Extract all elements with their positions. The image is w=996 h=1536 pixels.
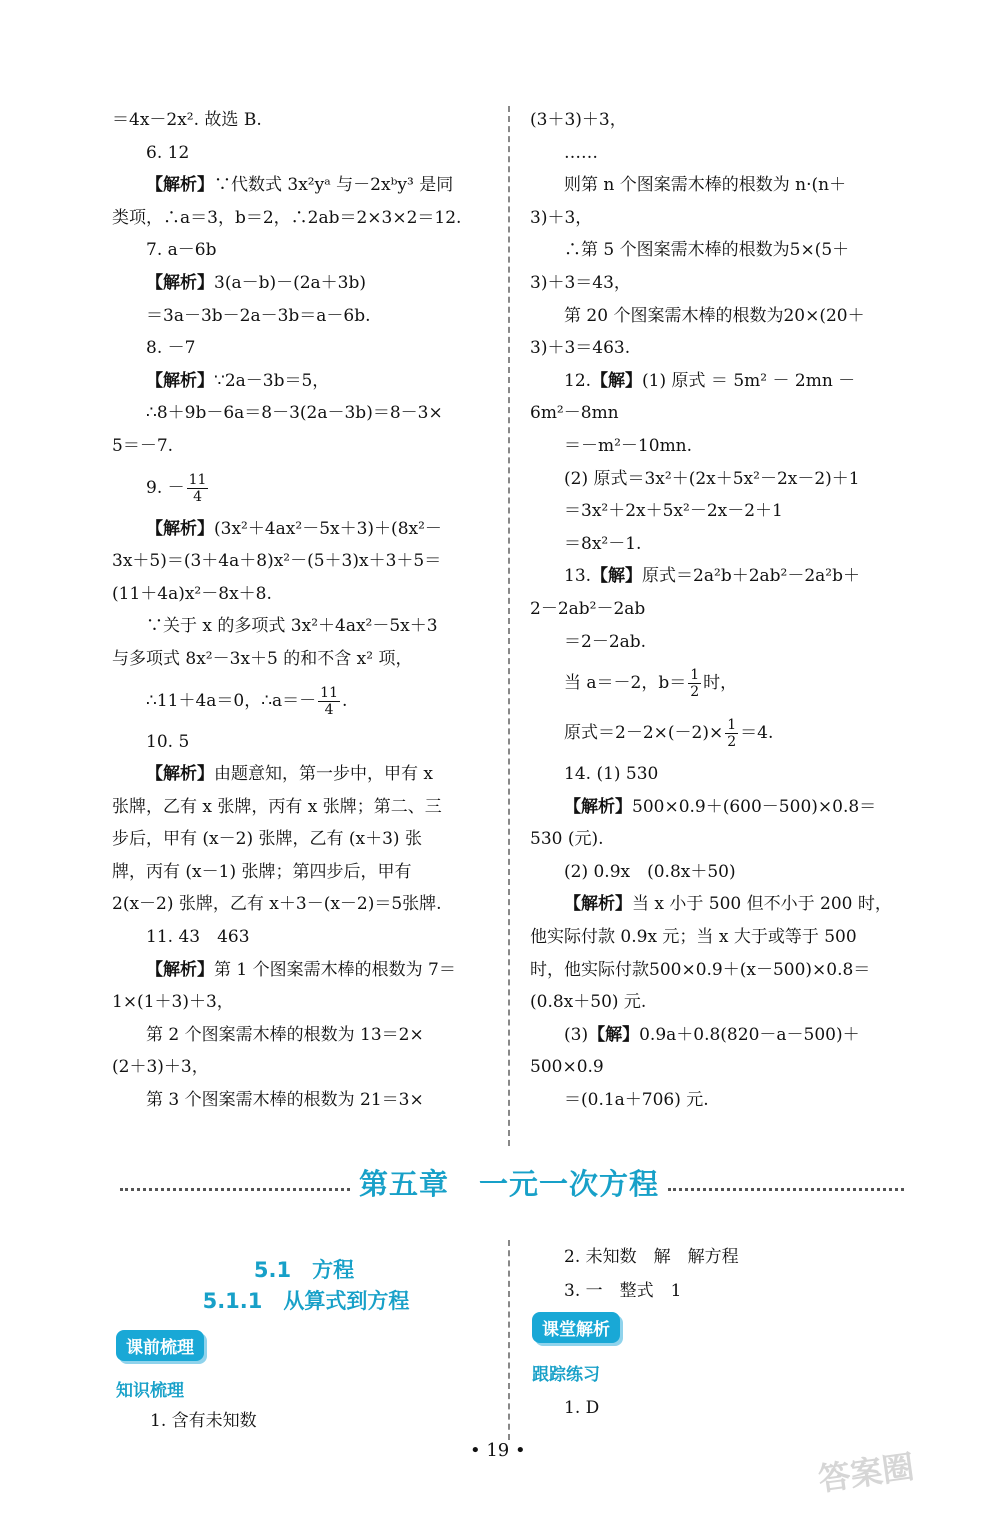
fraction: $\frac{1}{2}$ xyxy=(690,667,700,701)
analysis-line: 【解析】500×0.9＋(600－500)×0.8＝ xyxy=(564,796,877,817)
answer-line: 9. － $\frac{11}{4}$ xyxy=(146,471,207,505)
answer-line: 2. 未知数 解 解方程 xyxy=(564,1247,739,1267)
fraction: $\frac{11}{4}$ xyxy=(320,684,338,718)
section-badge-pre-class: 课前梳理 xyxy=(116,1330,204,1361)
subsection-title: 5.1.1 从算式到方程 xyxy=(202,1289,410,1313)
answer-line: 530 (元). xyxy=(530,829,604,850)
answer-line: 7. a－6b xyxy=(146,240,217,261)
chapter-header xyxy=(112,1162,906,1210)
answer-line: 10. 5 xyxy=(146,731,190,752)
answer-line: 3)＋3＝43， xyxy=(530,272,631,293)
answer-line: ＝4x－2x². 故选 B. xyxy=(112,110,262,130)
analysis-tag: 【解析】 xyxy=(146,272,214,293)
answer-line: 1. D xyxy=(564,1398,600,1418)
page-number: • 19 • xyxy=(470,1440,526,1461)
solution-tag: 【解】 xyxy=(591,566,643,587)
answer-line: 6. 12 xyxy=(146,142,190,163)
analysis-line: 【解析】第 1 个图案需木棒的根数为 7＝ xyxy=(146,959,456,980)
answer-line: 当 a＝－2，b＝ $\frac{1}{2}$ 时， xyxy=(564,667,738,701)
solution-line: 13.【解】原式＝2a²b＋2ab²－2a²b＋ xyxy=(564,566,860,587)
answer-line: (2) 0.9x (0.8x＋50) xyxy=(564,861,736,882)
analysis-line: 【解析】当 x 小于 500 但不小于 200 时， xyxy=(564,894,892,915)
answer-line: 步后，甲有 (x－2) 张牌，乙有 (x＋3) 张 xyxy=(112,829,422,850)
answer-line: 11. 43 463 xyxy=(146,927,250,948)
answer-line: ∴11＋4a＝0，∴a＝－ $\frac{11}{4}$ . xyxy=(146,684,348,718)
subheading-practice: 跟踪练习 xyxy=(532,1365,600,1385)
solution-line: 12.【解】(1) 原式 ＝ 5m² － 2mn － xyxy=(564,370,856,391)
answer-line: 他实际付款 0.9x 元；当 x 大于或等于 500 xyxy=(530,927,857,948)
column-divider xyxy=(508,106,510,1146)
section-title: 5.1 方程 xyxy=(253,1258,355,1282)
analysis-tag: 【解析】 xyxy=(146,370,214,391)
answer-line: ∴8＋9b－6a＝8－3(2a－3b)＝8－3× xyxy=(146,403,443,424)
answer-line: (0.8x＋50) 元. xyxy=(530,992,647,1013)
analysis-tag: 【解析】 xyxy=(564,796,632,817)
chapter-title: 第五章 一元一次方程 xyxy=(358,1167,659,1201)
analysis-line: 【解析】(3x²＋4ax²－5x＋3)＋(8x²－ xyxy=(146,518,442,539)
column-divider xyxy=(508,1240,510,1440)
analysis-tag: 【解析】 xyxy=(564,894,632,915)
answer-line: 3)＋3＝463. xyxy=(530,338,631,359)
answer-column-right xyxy=(530,104,906,1117)
answer-line: 第 20 个图案需木棒的根数为20×(20＋ xyxy=(564,305,865,326)
analysis-tag: 【解析】 xyxy=(146,518,214,539)
answer-line: 牌，丙有 (x－1) 张牌；第四步后，甲有 xyxy=(112,861,412,882)
answer-line: 2－2ab²－2ab xyxy=(530,598,646,619)
solution-tag: 【解】 xyxy=(588,1024,640,1045)
answer-line: 张牌，乙有 x 张牌，丙有 x 张牌；第二、三 xyxy=(112,796,442,817)
analysis-tag: 【解析】 xyxy=(146,175,214,196)
subheading-knowledge: 知识梳理 xyxy=(116,1381,184,1401)
answer-line: 与多项式 8x²－3x＋5 的和不含 x² 项， xyxy=(112,648,413,669)
answer-line: …… xyxy=(564,142,598,163)
analysis-line: 【解析】由题意知，第一步中，甲有 x xyxy=(146,764,433,785)
answer-line: 500×0.9 xyxy=(530,1057,604,1078)
answer-line: 类项，∴a＝3，b＝2，∴2ab＝2×3×2＝12. xyxy=(112,207,462,228)
answer-line: (11＋4a)x²－8x＋8. xyxy=(112,583,272,604)
dotted-rule-left xyxy=(120,1188,350,1191)
answer-line: ＝3a－3b－2a－3b＝a－6b. xyxy=(146,305,371,326)
answer-line: ∵关于 x 的多项式 3x²＋4ax²－5x＋3 xyxy=(146,616,438,637)
answer-line: 时，他实际付款500×0.9＋(x－500)×0.8＝ xyxy=(530,959,871,980)
analysis-tag: 【解析】 xyxy=(146,764,214,785)
answer-line: ＝2－2ab. xyxy=(564,631,647,652)
answer-line: 第 3 个图案需木棒的根数为 21＝3× xyxy=(146,1090,424,1111)
answer-line: ＝3x²＋2x＋5x²－2x－2＋1 xyxy=(564,501,783,522)
answer-line: 2(x－2) 张牌，乙有 x＋3－(x－2)＝5张牌. xyxy=(112,894,442,915)
answer-line: 8. －7 xyxy=(146,338,196,359)
answer-line: 3)＋3， xyxy=(530,207,593,228)
analysis-line: 【解析】3(a－b)－(2a＋3b) xyxy=(146,272,367,293)
answer-line: 则第 n 个图案需木棒的根数为 n·(n＋ xyxy=(564,175,847,196)
analysis-line: 【解析】∵代数式 3x²yᵃ 与－2xᵇy³ 是同 xyxy=(146,175,454,196)
answer-line: 3. 一 整式 1 xyxy=(564,1281,682,1301)
answer-line: (2) 原式＝3x²＋(2x＋5x²－2x－2)＋1 xyxy=(564,468,860,489)
fraction: $\frac{11}{4}$ xyxy=(188,471,207,505)
answer-line: 原式＝2－2×(－2)× $\frac{1}{2}$ ＝4. xyxy=(564,717,774,751)
answer-line: 14. (1) 530 xyxy=(564,764,659,785)
solution-tag: 【解】 xyxy=(591,370,643,391)
answer-line: 1×(1＋3)＋3， xyxy=(112,992,234,1013)
answer-column-left xyxy=(112,104,494,1117)
answer-line: ＝8x²－1. xyxy=(564,533,642,554)
answer-line: (3＋3)＋3， xyxy=(530,110,627,130)
answer-line: 1. 含有未知数 xyxy=(150,1411,257,1431)
answer-line: 第 2 个图案需木棒的根数为 13＝2× xyxy=(146,1024,424,1045)
answer-line: 6m²－8mn xyxy=(530,403,619,424)
fraction: $\frac{1}{2}$ xyxy=(727,717,737,751)
analysis-line: 【解析】∵2a－3b＝5， xyxy=(146,370,330,391)
answer-line: 3x＋5)＝(3＋4a＋8)x²－(5＋3)x＋3＋5＝ xyxy=(112,551,442,572)
answer-line: ＝－m²－10mn. xyxy=(564,435,693,456)
section-badge-in-class: 课堂解析 xyxy=(532,1312,620,1343)
analysis-tag: 【解析】 xyxy=(146,959,214,980)
watermark-logo: 答案圈 xyxy=(816,1447,917,1499)
dotted-rule-right xyxy=(668,1188,904,1191)
answer-line: (2＋3)＋3， xyxy=(112,1057,209,1078)
answer-line: ＝(0.1a＋706) 元. xyxy=(564,1090,709,1111)
solution-line: (3)【解】0.9a＋0.8(820－a－500)＋ xyxy=(564,1024,860,1045)
answer-line: 5＝－7. xyxy=(112,435,174,456)
answer-line: ∴第 5 个图案需木棒的根数为5×(5＋ xyxy=(564,240,850,261)
